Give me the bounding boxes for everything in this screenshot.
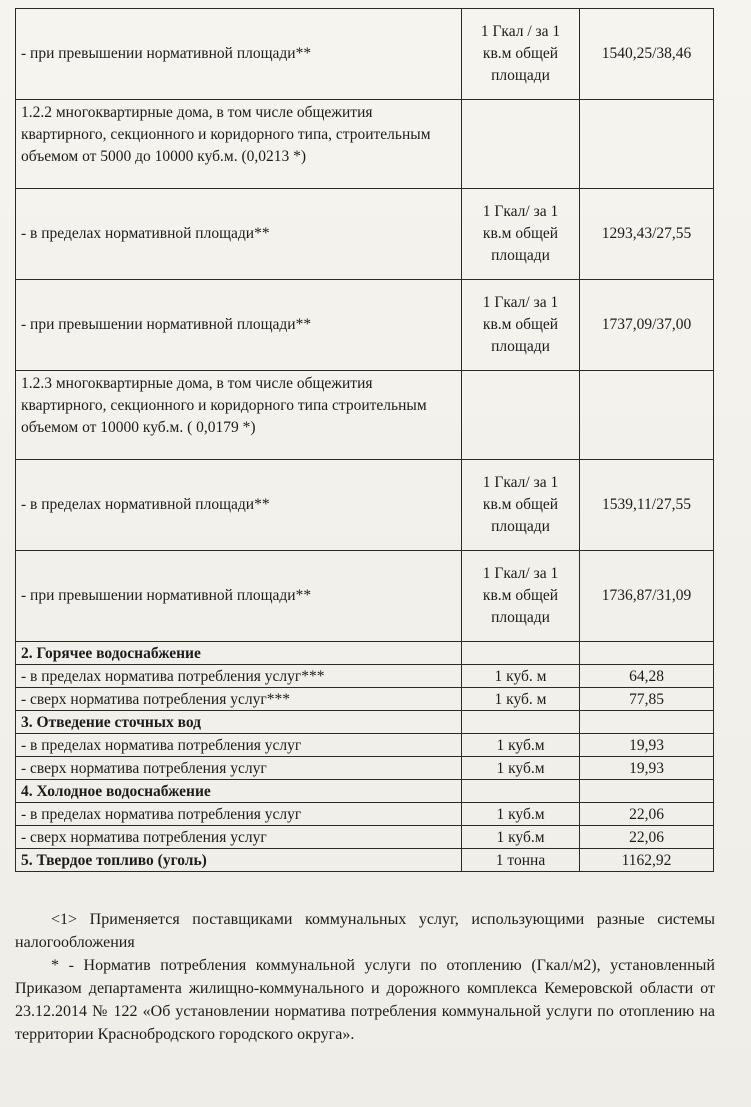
row-value: 22,06 [580, 803, 714, 826]
row-description: - сверх норматива потребления услуг [16, 757, 462, 780]
section-heading: 5. Твердое топливо (уголь) [16, 849, 462, 872]
row-unit [462, 780, 580, 803]
row-description: - в пределах нормативной площади** [16, 460, 462, 551]
row-unit: 1 куб.м [462, 734, 580, 757]
section-heading: 2. Горячее водоснабжение [16, 642, 462, 665]
row-unit: 1 Гкал / за 1 кв.м общей площади [462, 9, 580, 100]
row-unit [462, 642, 580, 665]
row-unit: 1 Гкал/ за 1 кв.м общей площади [462, 460, 580, 551]
row-value: 19,93 [580, 757, 714, 780]
row-unit: 1 Гкал/ за 1 кв.м общей площади [462, 189, 580, 280]
row-value: 22,06 [580, 826, 714, 849]
row-value [580, 100, 714, 189]
row-unit: 1 Гкал/ за 1 кв.м общей площади [462, 551, 580, 642]
row-unit: 1 куб.м [462, 826, 580, 849]
table-row [16, 189, 714, 280]
row-unit: 1 куб.м [462, 803, 580, 826]
row-unit: 1 куб. м [462, 665, 580, 688]
row-value: 1737,09/37,00 [580, 280, 714, 371]
row-value [580, 642, 714, 665]
row-value [580, 780, 714, 803]
section-row [16, 849, 714, 872]
row-description: - сверх норматива потребления услуг [16, 826, 462, 849]
table-row [16, 371, 714, 460]
row-description: - в пределах норматива потребления услуг*** [16, 665, 462, 688]
row-description: 1.2.3 многоквартирные дома, в том числе общежития квартирного, секционного и коридорного типа строительным объемом от 10000 куб.м. ( 0,0179 *) [16, 371, 462, 460]
footnote-1: <1> Применяется поставщиками коммунальных услуг, использующими разные системы налогообложения [15, 911, 715, 951]
row-unit: 1 куб.м [462, 757, 580, 780]
table-row [16, 460, 714, 551]
table-row [16, 757, 714, 780]
row-value: 1540,25/38,46 [580, 9, 714, 100]
row-unit [462, 711, 580, 734]
row-unit [462, 371, 580, 460]
table-row [16, 665, 714, 688]
section-heading: 3. Отведение сточных вод [16, 711, 462, 734]
row-value: 64,28 [580, 665, 714, 688]
table-row [16, 803, 714, 826]
row-description: - в пределах нормативной площади** [16, 189, 462, 280]
section-row [16, 780, 714, 803]
row-value: 77,85 [580, 688, 714, 711]
row-description: - в пределах норматива потребления услуг [16, 803, 462, 826]
row-value: 1162,92 [580, 849, 714, 872]
footnotes [15, 908, 715, 1046]
section-heading: 4. Холодное водоснабжение [16, 780, 462, 803]
row-description: - сверх норматива потребления услуг*** [16, 688, 462, 711]
footnote-asterisk: * - Норматив потребления коммунальной услуги по отоплению (Гкал/м2), установленный Приказом департамента жилищно-коммунального и дорожного комплекса Кемеровской области от 23.12.2014 № 122 «Об установлении норматива потребления коммунальной услуги по отоплению на территории Краснобродского городского округа». [15, 957, 715, 1043]
row-description: - при превышении нормативной площади** [16, 280, 462, 371]
row-description: - при превышении нормативной площади** [16, 9, 462, 100]
row-value [580, 371, 714, 460]
row-unit: 1 куб. м [462, 688, 580, 711]
table-row [16, 826, 714, 849]
row-value: 19,93 [580, 734, 714, 757]
tariff-table [15, 8, 714, 872]
row-description: - в пределах норматива потребления услуг [16, 734, 462, 757]
row-description: - при превышении нормативной площади** [16, 551, 462, 642]
row-value [580, 711, 714, 734]
table-row [16, 280, 714, 371]
row-unit: 1 тонна [462, 849, 580, 872]
table-row [16, 9, 714, 100]
table-row [16, 734, 714, 757]
row-value: 1539,11/27,55 [580, 460, 714, 551]
row-value: 1736,87/31,09 [580, 551, 714, 642]
section-row [16, 711, 714, 734]
row-unit [462, 100, 580, 189]
table-row [16, 551, 714, 642]
row-description: 1.2.2 многоквартирные дома, в том числе общежития квартирного, секционного и коридорного типа, строительным объемом от 5000 до 10000 куб.м. (0,0213 *) [16, 100, 462, 189]
row-unit: 1 Гкал/ за 1 кв.м общей площади [462, 280, 580, 371]
table-row [16, 100, 714, 189]
section-row [16, 642, 714, 665]
table-row [16, 688, 714, 711]
row-value: 1293,43/27,55 [580, 189, 714, 280]
